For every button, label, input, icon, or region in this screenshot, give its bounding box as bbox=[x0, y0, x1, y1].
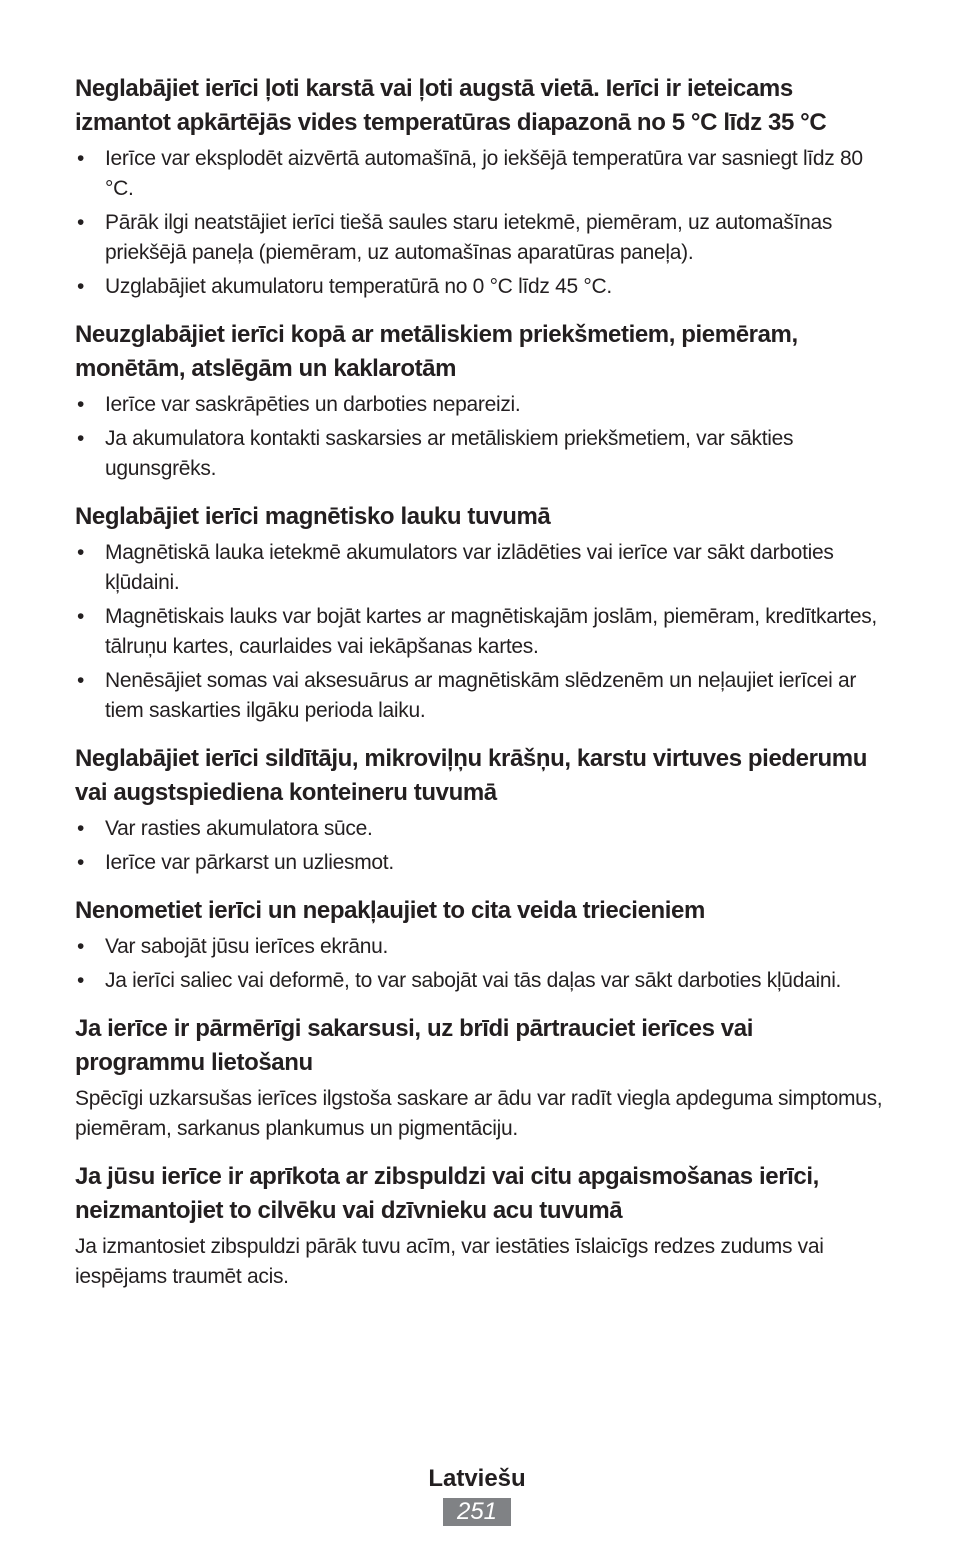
bullet-list bbox=[75, 538, 887, 726]
page-footer bbox=[0, 1462, 954, 1526]
bullet-item: • Magnētiskā lauka ietekmē akumulators var izlādēties vai ierīce var sākt darboties kļūdaini. bbox=[75, 538, 887, 598]
section-paragraph: Ja izmantosiet zibspuldzi pārāk tuvu acīm, var iestāties īslaicīgs redzes zudums vai iespējams traumēt acis. bbox=[75, 1235, 824, 1288]
section-drops-impacts bbox=[75, 894, 887, 996]
section-heading: Neglabājiet ierīci ļoti karstā vai ļoti augstā vietā. Ierīci ir ieteicams izmantot apkārtējās vides temperatūras diapazonā no 5 °C līdz 35 °C bbox=[75, 75, 827, 136]
section-heading: Neglabājiet ierīci magnētisko lauku tuvumā bbox=[75, 503, 551, 530]
bullet-list bbox=[75, 814, 887, 878]
section-heaters bbox=[75, 742, 887, 878]
bullet-item: • Var sabojāt jūsu ierīces ekrānu. bbox=[75, 932, 887, 962]
bullet-list bbox=[75, 144, 887, 302]
bullet-list bbox=[75, 390, 887, 484]
section-temperature bbox=[75, 72, 887, 302]
bullet-item: • Pārāk ilgi neatstājiet ierīci tiešā saules staru ietekmē, piemēram, uz automašīnas priekšējā paneļa (piemēram, uz automašīnas aparatūras paneļa). bbox=[75, 208, 887, 268]
section-heading: Ja jūsu ierīce ir aprīkota ar zibspuldzi vai citu apgaismošanas ierīci, neizmantojiet to cilvēku vai dzīvnieku acu tuvumā bbox=[75, 1163, 819, 1224]
section-paragraph: Spēcīgi uzkarsušas ierīces ilgstoša saskare ar ādu var radīt viegla apdeguma simptomus, piemēram, sarkanus plankumus un pigmentāciju. bbox=[75, 1087, 883, 1140]
bullet-item: • Ja ierīci saliec vai deformē, to var sabojāt vai tās daļas var sākt darboties kļūdaini. bbox=[75, 966, 887, 996]
bullet-item: • Ierīce var saskrāpēties un darboties nepareizi. bbox=[75, 390, 887, 420]
section-metal-objects bbox=[75, 318, 887, 484]
section-heading: Nenometiet ierīci un nepakļaujiet to cita veida triecieniem bbox=[75, 897, 705, 924]
bullet-item: • Var rasties akumulatora sūce. bbox=[75, 814, 887, 844]
section-heading: Neuzglabājiet ierīci kopā ar metāliskiem priekšmetiem, piemēram, monētām, atslēgām un kaklarotām bbox=[75, 321, 798, 382]
section-flash bbox=[75, 1160, 887, 1292]
section-heading: Ja ierīce ir pārmērīgi sakarsusi, uz brīdi pārtrauciet ierīces vai programmu lietošanu bbox=[75, 1015, 753, 1076]
bullet-item: • Ja akumulatora kontakti saskarsies ar metāliskiem priekšmetiem, var sākties ugunsgrēks. bbox=[75, 424, 887, 484]
section-magnetic-fields bbox=[75, 500, 887, 726]
section-overheating bbox=[75, 1012, 887, 1144]
page-number: 251 bbox=[443, 1498, 511, 1526]
document-body bbox=[75, 72, 887, 1292]
bullet-item: • Ierīce var eksplodēt aizvērtā automašīnā, jo iekšējā temperatūra var sasniegt līdz 80 °C. bbox=[75, 144, 887, 204]
bullet-list bbox=[75, 932, 887, 996]
bullet-item: • Nenēsājiet somas vai aksesuārus ar magnētiskām slēdzenēm un neļaujiet ierīcei ar tiem saskarties ilgāku perioda laiku. bbox=[75, 666, 887, 726]
bullet-item: • Uzglabājiet akumulatoru temperatūrā no 0 °C līdz 45 °C. bbox=[75, 272, 887, 302]
bullet-item: • Magnētiskais lauks var bojāt kartes ar magnētiskajām joslām, piemēram, kredītkartes, tālruņu kartes, caurlaides vai iekāpšanas kartes. bbox=[75, 602, 887, 662]
section-heading: Neglabājiet ierīci sildītāju, mikroviļņu krāšņu, karstu virtuves piederumu vai augstspiediena konteineru tuvumā bbox=[75, 745, 868, 806]
bullet-item: • Ierīce var pārkarst un uzliesmot. bbox=[75, 848, 887, 878]
footer-language: Latviešu bbox=[428, 1465, 526, 1492]
